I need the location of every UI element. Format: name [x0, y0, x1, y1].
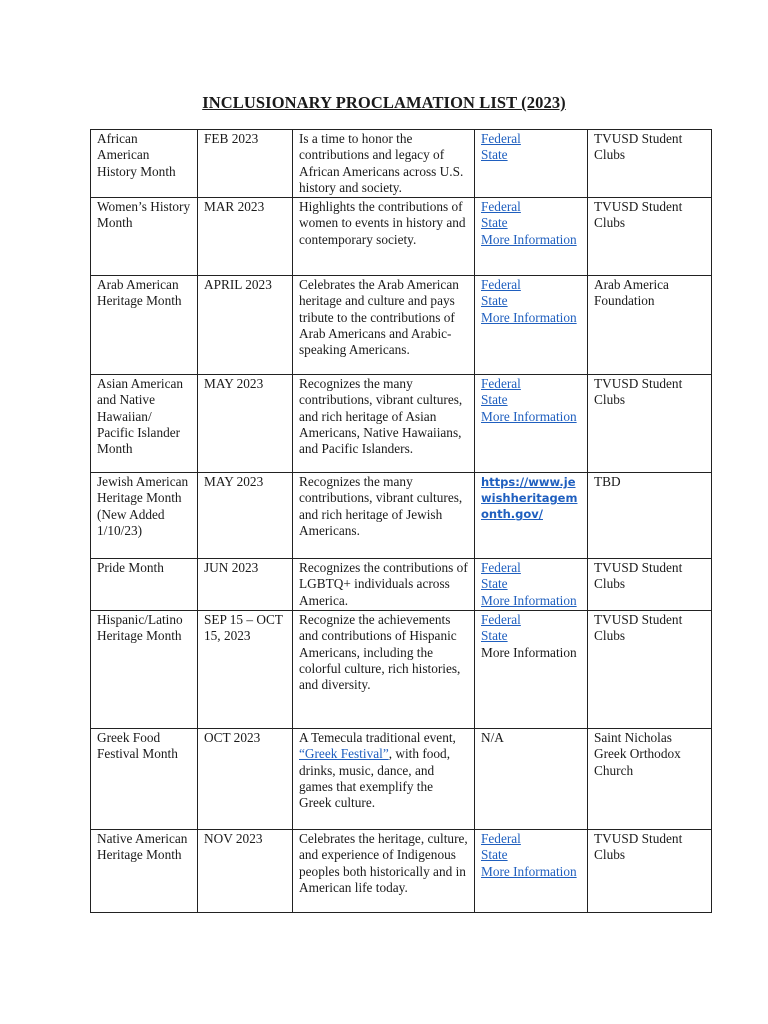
- observance-description: Highlights the contributions of women to events in history and contemporary society.: [293, 198, 475, 276]
- more-information-link[interactable]: More Information: [481, 231, 577, 247]
- description-text: , with food, drinks, music, dance, and games that exemplify the Greek culture.: [299, 746, 451, 811]
- observance-name: Hispanic/Latino Heritage Month: [91, 611, 198, 729]
- observance-name: Women’s History Month: [91, 198, 198, 276]
- state-link[interactable]: State: [481, 628, 508, 644]
- table-row: [91, 198, 712, 276]
- more-information-link[interactable]: More Information: [481, 863, 577, 879]
- resource-links: [475, 276, 588, 375]
- observance-description: Celebrates the Arab American heritage and culture and pays tribute to the contributions of Arab Americans and Arabic-speaking Americans.: [293, 276, 475, 375]
- observance-date: FEB 2023: [198, 130, 293, 198]
- resource-links: [475, 375, 588, 473]
- heritage-month-url-link[interactable]: https://www.jewishheritagemonth.gov/: [481, 475, 578, 522]
- observance-description: Is a time to honor the contributions and legacy of African Americans across U.S. history and society.: [293, 130, 475, 198]
- more-information-link[interactable]: More Information: [481, 408, 577, 424]
- organization: Saint Nicholas Greek Orthodox Church: [588, 729, 712, 830]
- more-information-text: More Information: [481, 644, 577, 660]
- observance-date: MAY 2023: [198, 473, 293, 559]
- observance-name: African American History Month: [91, 130, 198, 198]
- observance-date: APRIL 2023: [198, 276, 293, 375]
- organization: TVUSD Student Clubs: [588, 830, 712, 913]
- state-link[interactable]: State: [481, 576, 508, 592]
- federal-link[interactable]: Federal: [481, 277, 521, 293]
- resource-links: N/A: [475, 729, 588, 830]
- observance-name: Greek Food Festival Month: [91, 729, 198, 830]
- observance-description: Recognize the achievements and contributions of Hispanic Americans, including the colorful culture, rich histories, and diversity.: [293, 611, 475, 729]
- organization: TVUSD Student Clubs: [588, 559, 712, 611]
- observance-date: MAY 2023: [198, 375, 293, 473]
- observance-name: Jewish American Heritage Month (New Added 1/10/23): [91, 473, 198, 559]
- federal-link[interactable]: Federal: [481, 560, 521, 576]
- table-row: [91, 473, 712, 559]
- observance-name: Asian American and Native Hawaiian/ Pacific Islander Month: [91, 375, 198, 473]
- resource-links: [475, 130, 588, 198]
- table-row: [91, 130, 712, 198]
- table-row: [91, 611, 712, 729]
- observance-date: NOV 2023: [198, 830, 293, 913]
- table-row: [91, 729, 712, 830]
- more-information-link[interactable]: More Information: [481, 592, 577, 608]
- observance-date: JUN 2023: [198, 559, 293, 611]
- organization: TVUSD Student Clubs: [588, 198, 712, 276]
- observance-date: MAR 2023: [198, 198, 293, 276]
- observance-description: Recognizes the many contributions, vibrant cultures, and rich heritage of Asian Americans, Native Hawaiians, and Pacific Islanders.: [293, 375, 475, 473]
- observance-date: SEP 15 – OCT 15, 2023: [198, 611, 293, 729]
- federal-link[interactable]: Federal: [481, 199, 521, 215]
- organization: TVUSD Student Clubs: [588, 611, 712, 729]
- organization: TVUSD Student Clubs: [588, 375, 712, 473]
- observance-description: [293, 729, 475, 830]
- resource-links: [475, 473, 588, 559]
- table-row: [91, 375, 712, 473]
- state-link[interactable]: State: [481, 293, 508, 309]
- resource-links: [475, 830, 588, 913]
- description-text: A Temecula traditional event,: [299, 730, 456, 746]
- resource-links: [475, 559, 588, 611]
- observance-name: Arab American Heritage Month: [91, 276, 198, 375]
- state-link[interactable]: State: [481, 392, 508, 408]
- table-row: [91, 830, 712, 913]
- page-title: INCLUSIONARY PROCLAMATION LIST (2023): [202, 93, 566, 112]
- more-information-link[interactable]: More Information: [481, 309, 577, 325]
- observance-description: Recognizes the contributions of LGBTQ+ individuals across America.: [293, 559, 475, 611]
- organization: TVUSD Student Clubs: [588, 130, 712, 198]
- greek-festival-link[interactable]: “Greek Festival”: [299, 746, 389, 762]
- state-link[interactable]: State: [481, 215, 508, 231]
- table-row: [91, 276, 712, 375]
- table-row: [91, 559, 712, 611]
- state-link[interactable]: State: [481, 847, 508, 863]
- state-link[interactable]: State: [481, 147, 508, 163]
- resource-links: [475, 611, 588, 729]
- federal-link[interactable]: Federal: [481, 612, 521, 628]
- observance-description: Celebrates the heritage, culture, and experience of Indigenous peoples both historically and in American life today.: [293, 830, 475, 913]
- proclamation-table: [90, 129, 712, 913]
- observance-description: Recognizes the many contributions, vibrant cultures, and rich heritage of Jewish Americans.: [293, 473, 475, 559]
- organization: Arab America Foundation: [588, 276, 712, 375]
- federal-link[interactable]: Federal: [481, 131, 521, 146]
- resource-links: [475, 198, 588, 276]
- observance-name: Pride Month: [91, 559, 198, 611]
- observance-date: OCT 2023: [198, 729, 293, 830]
- federal-link[interactable]: Federal: [481, 831, 521, 847]
- organization: TBD: [588, 473, 712, 559]
- observance-name: Native American Heritage Month: [91, 830, 198, 913]
- federal-link[interactable]: Federal: [481, 376, 521, 392]
